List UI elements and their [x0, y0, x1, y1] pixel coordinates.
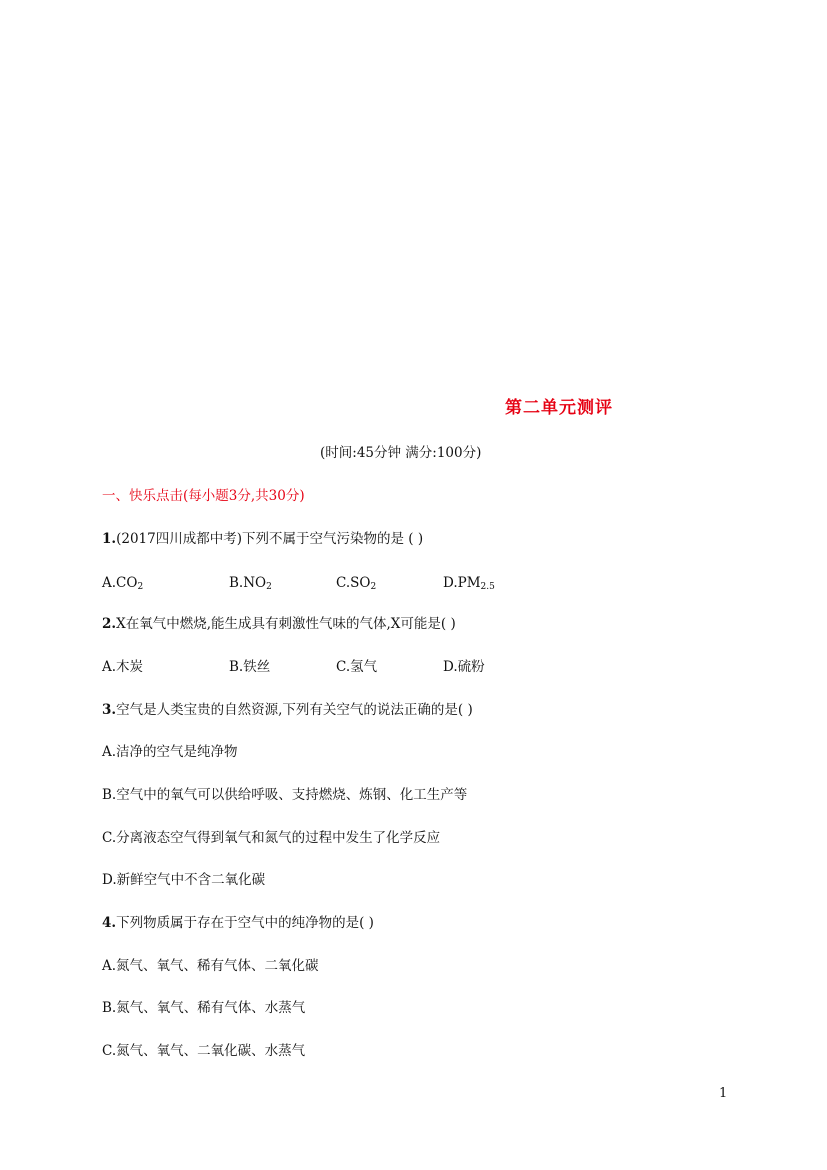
- q2-option-b: B.铁丝: [229, 659, 271, 675]
- question-text: (2017四川成都中考)下列不属于空气污染物的是 ( ): [116, 531, 424, 547]
- q4-option-a: A.氮气、氧气、稀有气体、二氧化碳: [102, 958, 319, 974]
- question-text: 空气是人类宝贵的自然资源,下列有关空气的说法正确的是( ): [116, 702, 473, 718]
- question-number: 2.: [102, 616, 117, 632]
- question-2: [102, 615, 456, 633]
- page-title: 第二单元测评: [505, 398, 613, 418]
- q3-option-b: B.空气中的氧气可以供给呼吸、支持燃烧、炼钢、化工生产等: [102, 787, 468, 803]
- question-number: 1.: [102, 531, 117, 547]
- question-number: 4.: [102, 915, 117, 931]
- page-number: 1: [719, 1086, 728, 1101]
- q4-option-c: C.氮气、氧气、二氧化碳、水蒸气: [102, 1043, 306, 1059]
- question-text: 下列物质属于存在于空气中的纯净物的是( ): [116, 915, 374, 931]
- q2-option-d: D.硫粉: [443, 659, 485, 675]
- question-3: [102, 701, 473, 719]
- question-4: [102, 914, 374, 932]
- q1-option-b: $B.NO_2$: [229, 575, 272, 592]
- q3-option-c: C.分离液态空气得到氧气和氮气的过程中发生了化学反应: [102, 830, 441, 846]
- question-number: 3.: [102, 702, 117, 718]
- q3-option-d: D.新鲜空气中不含二氧化碳: [102, 872, 266, 888]
- exam-info: (时间:45分钟 满分:100分): [320, 445, 482, 461]
- q2-option-a: A.木炭: [102, 659, 144, 675]
- q1-option-c: $C.SO_2$: [336, 575, 377, 592]
- section-heading: 一、快乐点击(每小题3分,共30分): [102, 488, 305, 504]
- q1-option-a: $A.CO_2$: [102, 575, 144, 592]
- q3-option-a: A.洁净的空气是纯净物: [102, 744, 238, 760]
- question-1: [102, 530, 423, 548]
- question-text: X在氧气中燃烧,能生成具有刺激性气味的气体,X可能是( ): [116, 616, 456, 632]
- q1-option-d: $D.PM_{2.5}$: [443, 575, 495, 592]
- q4-option-b: B.氮气、氧气、稀有气体、水蒸气: [102, 1000, 306, 1016]
- q2-option-c: C.氢气: [336, 659, 378, 675]
